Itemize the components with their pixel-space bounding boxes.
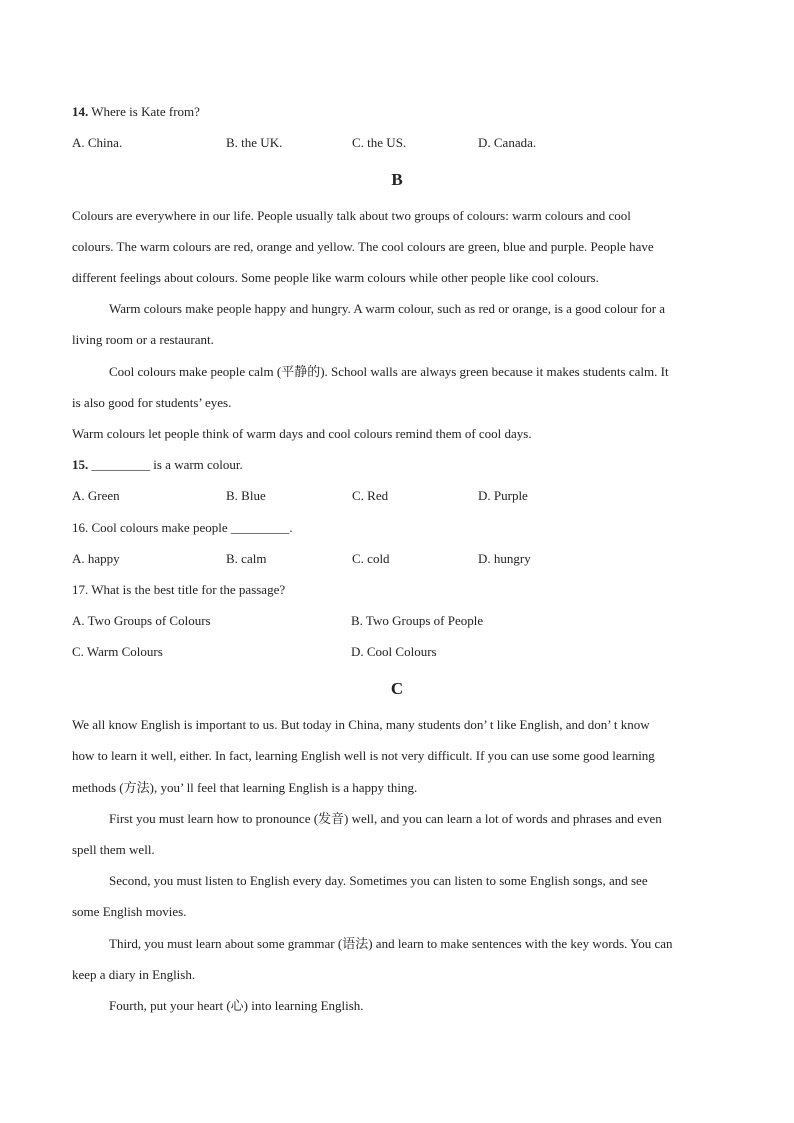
section-c-line: Second, you must listen to English every day. Sometimes you can listen to some English songs, and see bbox=[109, 873, 648, 888]
question-16 bbox=[72, 520, 293, 536]
q16-option-b: B. calm bbox=[226, 551, 267, 566]
q17-option-b: B. Two Groups of People bbox=[351, 613, 484, 628]
question-17 bbox=[72, 582, 285, 598]
section-c-line: Fourth, put your heart (心) into learning English. bbox=[109, 998, 364, 1013]
question-number: 15. bbox=[72, 457, 89, 472]
section-c-line: how to learn it well, either. In fact, learning English well is not very difficult. If you can use some good learning bbox=[72, 748, 655, 763]
section-c-heading: C bbox=[390, 679, 404, 698]
section-c-line: methods (方法), you’ ll feel that learning English is a happy thing. bbox=[72, 780, 418, 795]
q14-option-d: D. Canada. bbox=[478, 135, 537, 150]
q17-option-c: C. Warm Colours bbox=[72, 644, 163, 659]
question-15 bbox=[72, 457, 243, 473]
section-c-line: keep a diary in English. bbox=[72, 967, 196, 982]
section-c-line: First you must learn how to pronounce (发音) well, and you can learn a lot of words and phrases and even bbox=[109, 811, 662, 826]
q15-option-d: D. Purple bbox=[478, 488, 528, 503]
question-number: 17. bbox=[72, 582, 89, 597]
section-c-line: We all know English is important to us. But today in China, many students don’ t like English, and don’ t know bbox=[72, 717, 650, 732]
question-text: Cool colours make people _________. bbox=[91, 520, 293, 535]
question-number: 16. bbox=[72, 520, 89, 535]
q17-option-d: D. Cool Colours bbox=[351, 644, 437, 659]
question-text: _________ is a warm colour. bbox=[91, 457, 243, 472]
q15-option-c: C. Red bbox=[352, 488, 389, 503]
q14-option-a: A. China. bbox=[72, 135, 123, 150]
section-c-line: some English movies. bbox=[72, 904, 187, 919]
question-text: What is the best title for the passage? bbox=[91, 582, 286, 597]
section-c-line: Third, you must learn about some grammar (语法) and learn to make sentences with the key words. You can bbox=[109, 936, 673, 951]
section-b-line: Colours are everywhere in our life. People usually talk about two groups of colours: warm colours and cool bbox=[72, 208, 631, 223]
section-c-line: spell them well. bbox=[72, 842, 155, 857]
q17-option-a: A. Two Groups of Colours bbox=[72, 613, 211, 628]
question-text: Where is Kate from? bbox=[91, 104, 200, 119]
section-b-line: living room or a restaurant. bbox=[72, 332, 214, 347]
q14-option-c: C. the US. bbox=[352, 135, 407, 150]
q15-option-a: A. Green bbox=[72, 488, 120, 503]
q16-option-d: D. hungry bbox=[478, 551, 531, 566]
section-b-heading: B bbox=[391, 170, 403, 189]
section-b-line: Cool colours make people calm (平静的). School walls are always green because it makes students calm. It bbox=[109, 364, 669, 379]
section-b-line: Warm colours make people happy and hungry. A warm colour, such as red or orange, is a good colour for a bbox=[109, 301, 666, 316]
section-b-line: different feelings about colours. Some people like warm colours while other people like cool colours. bbox=[72, 270, 599, 285]
q16-option-a: A. happy bbox=[72, 551, 120, 566]
section-b-line: is also good for students’ eyes. bbox=[72, 395, 232, 410]
q16-option-c: C. cold bbox=[352, 551, 390, 566]
section-b-line: colours. The warm colours are red, orange and yellow. The cool colours are green, blue and purple. People have bbox=[72, 239, 654, 254]
question-number: 14. bbox=[72, 104, 89, 119]
q15-option-b: B. Blue bbox=[226, 488, 266, 503]
q14-option-b: B. the UK. bbox=[226, 135, 283, 150]
question-14 bbox=[72, 104, 200, 120]
section-b-line: Warm colours let people think of warm days and cool colours remind them of cool days. bbox=[72, 426, 532, 441]
